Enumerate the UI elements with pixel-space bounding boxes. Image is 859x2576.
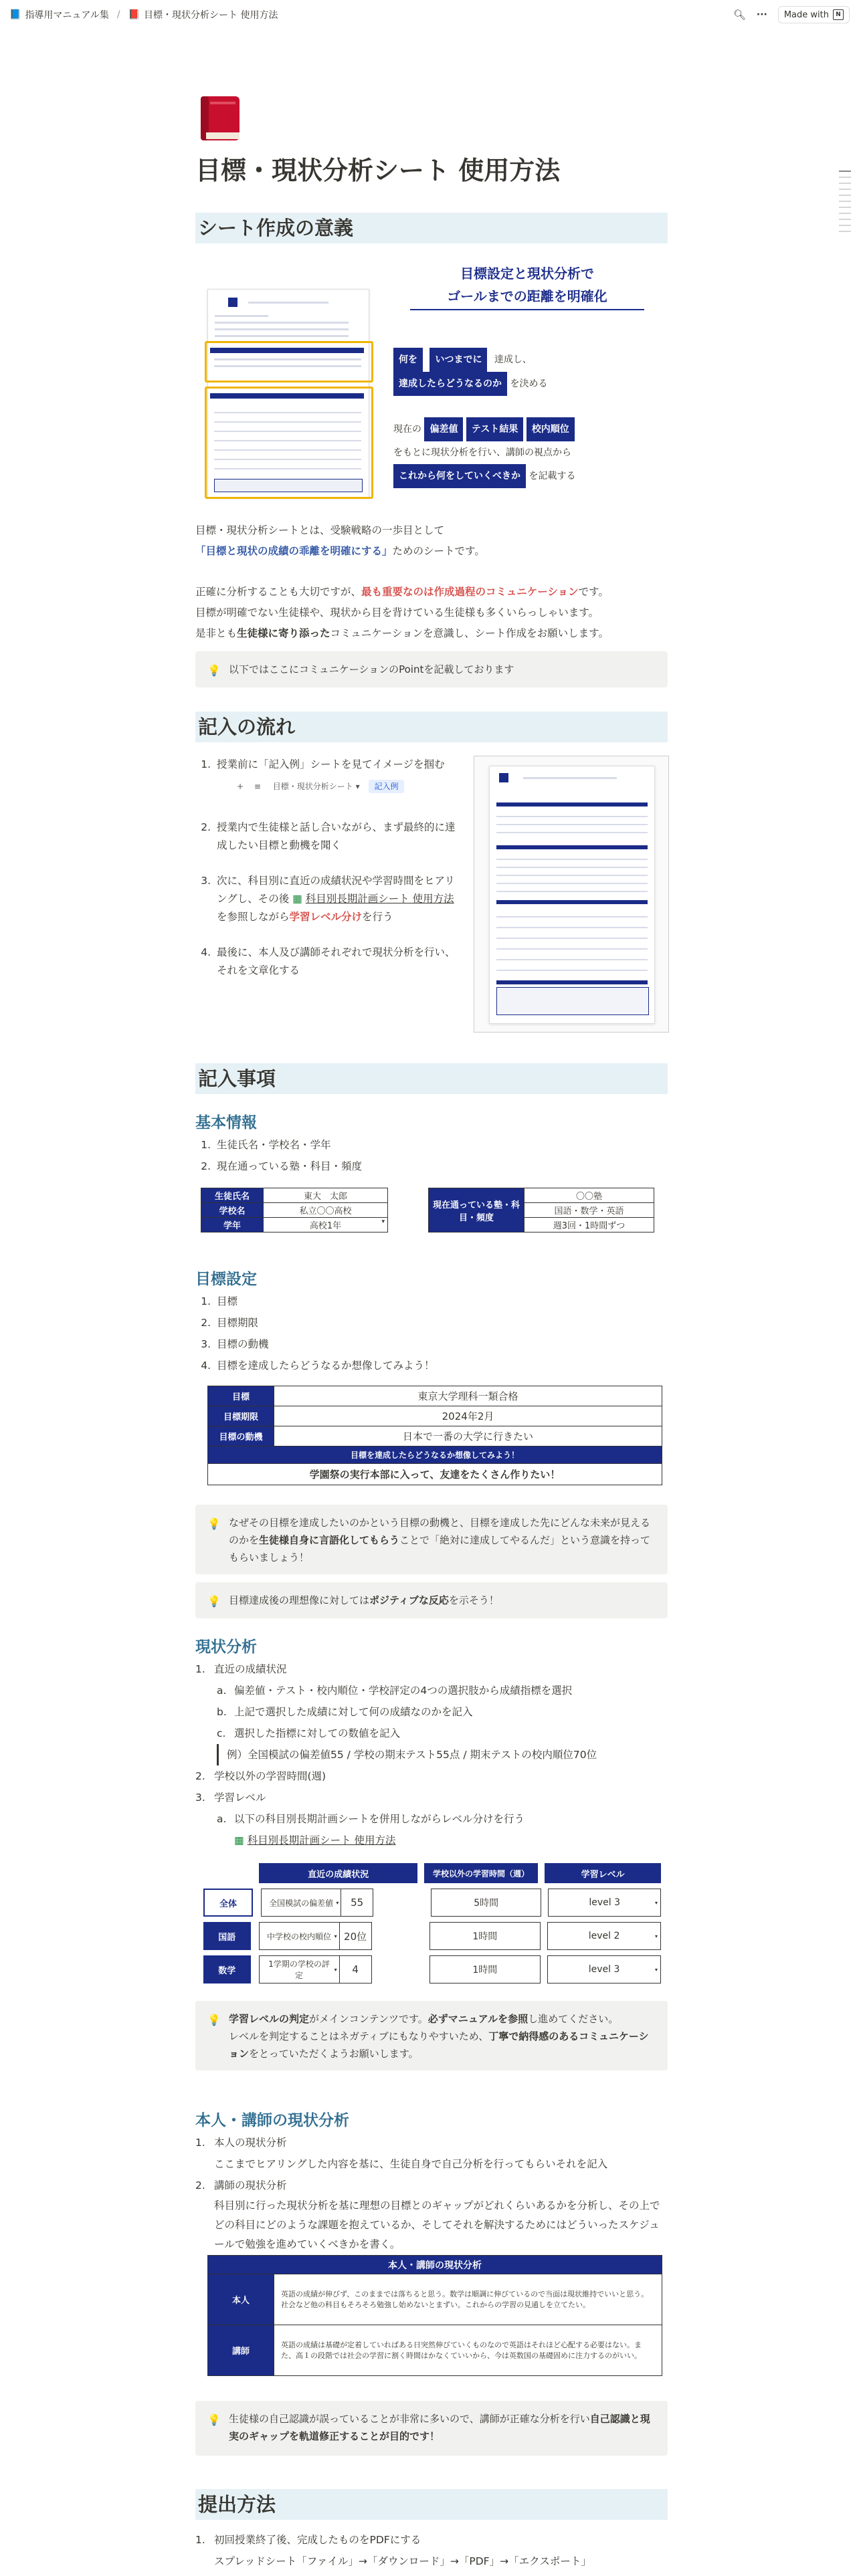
dropdown-icon: ▾ bbox=[654, 1899, 658, 1906]
communication-point-callout: 💡 以下ではここにコミュニケーションのPointを記載しております bbox=[195, 651, 668, 687]
goal-item: 1. 目標 bbox=[214, 1291, 435, 1312]
outline-strip[interactable] bbox=[839, 171, 851, 237]
tag-achieve: 達成し、 bbox=[494, 354, 532, 365]
dropdown-icon: ▾ bbox=[334, 1966, 337, 1973]
metric-select[interactable]: 全国模試の偏差値 ▾ bbox=[261, 1889, 341, 1917]
tab-dropdown-icon: ▾ bbox=[355, 782, 360, 791]
level-select[interactable]: level 2 ▾ bbox=[547, 1922, 661, 1950]
sheet-link-icon: ▦ bbox=[292, 893, 302, 905]
study-hours[interactable]: 5時間 bbox=[431, 1889, 541, 1917]
page-title: 目標・現状分析シート 使用方法 bbox=[195, 156, 561, 185]
sheet-preview-image bbox=[207, 289, 368, 496]
breadcrumb bbox=[9, 8, 278, 21]
dropdown-icon: ▾ bbox=[336, 1899, 339, 1906]
made-with-label: Made with bbox=[783, 9, 829, 20]
status-example-quote: 例）全国模試の偏差値55 / 学校の期末テスト55点 / 期末テストの校内順位70位 bbox=[217, 1744, 597, 1765]
long-term-plan-link[interactable]: 科目別長期計画シート 使用方法 bbox=[247, 1834, 396, 1846]
metric-select[interactable]: 1学期の学校の評定 ▾ bbox=[259, 1955, 340, 1983]
add-sheet-icon: + bbox=[237, 782, 244, 791]
self-analysis-list: 1. 本人の現状分析 ここまでヒアリングした内容を基に、生徒自身で自己分析を行ってもらいそれを記入 2. 講師の現状分析 科目別に行った現状分析を基に理想の目標とのギャップがどれくらいあるかを分析し、その上でどの科目にどのような課題を抱えているか、そしてそれを解決するためにはどういったスケジュールで勉強を進めていくべきかを書く。 bbox=[195, 2137, 660, 2250]
submission-list: 1. 初回授業終了後、完成したものをPDFにする スプレッドシート「ファイル」→「ダウンロード」→「PDF」→「エクスポート」 bbox=[195, 2534, 591, 2567]
section-heading-submission: 提出方法 bbox=[195, 2489, 668, 2520]
red-book-icon: 📕 bbox=[128, 9, 140, 20]
goal-setting-heading: 目標設定 bbox=[195, 1271, 257, 1288]
status-table bbox=[203, 1863, 661, 1983]
intro-paragraph-2: 正確に分析することも大切ですが、最も重要なのは作成過程のコミュニケーションです。 目標が明確でない生徒様や、現状から目を背けている生徒様も多くいらっしゃいます。 是非とも生徒様に寄り添ったコミュニケーションを意識し、シート作成をお願いします。 bbox=[195, 586, 609, 639]
section-heading-entries: 記入事項 bbox=[195, 1063, 668, 1094]
lightbulb-icon: 💡 bbox=[207, 1517, 221, 1530]
status-row bbox=[203, 1922, 661, 1950]
tag-rank: 校内順位 bbox=[527, 417, 575, 441]
self-teacher-analysis-heading: 本人・講師の現状分析 bbox=[195, 2112, 349, 2129]
status-header: 学習レベル bbox=[545, 1863, 661, 1883]
basic-item: 2. 現在通っている塾・科目・頻度 bbox=[214, 1156, 362, 1177]
tag-deviation: 偏差値 bbox=[424, 417, 463, 441]
intro-paragraph-1: 目標・現状分析シートとは、受験戦略の一歩目として 「目標と現状の成績の乖離を明確にする」ためのシートです。 bbox=[195, 524, 485, 557]
sheet-link-icon: ▦ bbox=[234, 1834, 248, 1846]
tag-test: テスト結果 bbox=[466, 417, 523, 441]
tag-analysis-text: をもとに現状分析を行い、講師の視点から bbox=[393, 447, 571, 458]
metric-value[interactable]: 55 bbox=[341, 1889, 373, 1917]
lightbulb-icon: 💡 bbox=[207, 664, 221, 677]
sheet-tabs-preview bbox=[237, 778, 462, 796]
purpose-tags-2 bbox=[393, 417, 575, 488]
tag-current: 現在の bbox=[393, 424, 421, 435]
goal-callout-verbalize: 💡 なぜその目標を達成したいのかという目標の動機と、目標を達成した先にどんな未来が見えるのかを生徒様自身に言語化してもらうことで「絶対に達成してやるんだ」という意識を持ってもらいましょう！ bbox=[195, 1505, 668, 1574]
subject-cell: 国語 bbox=[203, 1922, 251, 1950]
goal-item: 2. 目標期限 bbox=[214, 1312, 435, 1333]
lightbulb-icon: 💡 bbox=[207, 1595, 221, 1608]
study-hours[interactable]: 1時間 bbox=[430, 1955, 541, 1983]
lightbulb-icon: 💡 bbox=[207, 2413, 221, 2426]
example-tab: 記入例 bbox=[369, 780, 403, 793]
sheet-list-icon: ≡ bbox=[254, 782, 261, 791]
level-callout: 💡 学習レベルの判定がメインコンテンツです。必ずマニュアルを参照し進めてください。 レベルを判定することはネガティブにもなりやすいため、丁寧で納得感のあるコミュニケーションをとっていただくようお願いします。 bbox=[195, 2001, 668, 2070]
dropdown-icon: ▾ bbox=[655, 1966, 658, 1973]
self-teacher-table: 本人・講師の現状分析 本人 英語の成績が伸びず、このままでは落ちると思う。数学は順調に伸びているので当面は現状維持でいいと思う。社会など他の科目もそろそろ勉強し始めないとまずい。これからの学習の見通しを立てたい。 講師 英語の成績は基礎が定着していればある日突然伸びていくものなので英語はそれほど心配する必要はない。また、高１の段階では社会の学習に割く時間はかなくていいから、今は英数国の基礎固めに注力するのがいい。 bbox=[207, 2255, 662, 2376]
subject-cell: 全体 bbox=[203, 1889, 253, 1917]
more-icon[interactable]: ··· bbox=[756, 9, 767, 20]
flow-steps bbox=[195, 756, 462, 980]
tag-when: いつまでに bbox=[430, 348, 487, 372]
long-term-plan-link[interactable]: 科目別長期計画シート 使用方法 bbox=[305, 893, 454, 905]
purpose-tags-1 bbox=[393, 348, 547, 396]
flow-step-4: 4. 最後に、本人及び講師それぞれで現状分析を行い、それを文章化する bbox=[214, 944, 462, 980]
flow-step-1: 1. 授業前に「記入例」シートを見てイメージを掴む + ≡ 目標・現状分析シート ▾ 記入例 bbox=[214, 756, 462, 796]
goal-callout-positive: 💡 目標達成後の理想像に対してはポジティブな反応を示そう！ bbox=[195, 1582, 668, 1618]
status-list: 1. 直近の成績状況 a. 偏差値・テスト・校内順位・学校評定の4つの選択肢から成績指標を選択 b. 上記で選択した成績に対して何の成績なのかを記入 c. 選択した指標に対しての数値を記入 例）全国模試の偏差値55 / 学校の期末テスト55点 / 期末テストの校内順位70位 2. 学校以外の学習時間(週) 3. 学習レベル a. 以下の科目別長期計画シートを併用しながらレベル分けを行う ▦ 科目別長期計画シート 使用方法 bbox=[195, 1663, 597, 1846]
search-icon[interactable]: 🔍︎ bbox=[733, 9, 746, 21]
status-header: 学校以外の学習時間（週） bbox=[424, 1863, 538, 1883]
self-analysis-callout: 💡 生徒様の自己認識が誤っていることが非常に多いので、講師が正確な分析を行い自己認識と現実のギャップを軌道修正することが目的です！ bbox=[195, 2401, 668, 2456]
level-select[interactable]: level 3 ▾ bbox=[547, 1955, 661, 1983]
banner-line-1: 目標設定と現状分析で bbox=[460, 265, 594, 282]
basic-item: 1. 生徒氏名・学校名・学年 bbox=[214, 1134, 362, 1156]
example-sheet-image bbox=[474, 756, 669, 1033]
sheet-tab: 目標・現状分析シート bbox=[272, 782, 353, 791]
status-row bbox=[203, 1955, 661, 1983]
basic-info-heading: 基本情報 bbox=[195, 1114, 257, 1132]
status-analysis-heading: 現状分析 bbox=[195, 1638, 257, 1656]
top-bar bbox=[0, 0, 859, 29]
juku-info-table: 現在通っている塾・科目・頻度 〇〇塾 国語・数学・英語 週3回・1時間ずつ bbox=[428, 1188, 654, 1232]
tag-after-achieve: 達成したらどうなるのか bbox=[393, 372, 507, 396]
breadcrumb-root[interactable]: 指導用マニュアル集 bbox=[25, 10, 109, 21]
dropdown-icon: ▾ bbox=[334, 1933, 337, 1939]
red-book-icon bbox=[195, 92, 246, 143]
goal-item: 3. 目標の動機 bbox=[214, 1333, 435, 1355]
subject-cell: 数学 bbox=[203, 1955, 251, 1983]
level-select[interactable]: level 3 ▾ bbox=[548, 1889, 661, 1917]
banner-line-2: ゴールまでの距離を明確化 bbox=[447, 288, 607, 304]
tag-decide: を決める bbox=[510, 379, 548, 389]
section-heading-significance: シート作成の意義 bbox=[195, 213, 668, 243]
goal-list bbox=[195, 1291, 435, 1376]
flow-step-3: 3. 次に、科目別に直近の成績状況や学習時間をヒアリングし、その後 ▦ 科目別長期計画シート 使用方法 を参照しながら学習レベル分けを行う bbox=[214, 872, 462, 926]
dropdown-icon: ▾ bbox=[381, 1218, 385, 1225]
status-header: 直近の成績状況 bbox=[259, 1863, 417, 1883]
study-hours[interactable]: 1時間 bbox=[430, 1922, 541, 1950]
metric-value[interactable]: 4 bbox=[340, 1955, 372, 1983]
tag-write: を記載する bbox=[529, 471, 576, 481]
flow-step-2: 2. 授業内で生徒様と話し合いながら、まず最終的に達成したい目標と動機を聞く bbox=[214, 819, 462, 855]
basic-info-list bbox=[195, 1134, 362, 1177]
goal-item: 4. 目標を達成したらどうなるか想像してみよう！ bbox=[214, 1355, 435, 1376]
section-heading-flow: 記入の流れ bbox=[195, 712, 668, 742]
book-icon: 📘 bbox=[9, 9, 21, 20]
dropdown-icon: ▾ bbox=[655, 1933, 658, 1939]
basic-info-table: 生徒氏名 東大 太郎 学校名 私立〇〇高校 学年 高校1年 ▾ bbox=[201, 1188, 388, 1232]
made-with-button[interactable] bbox=[778, 6, 850, 23]
goal-table: 目標 東京大学理科一類合格 目標期限 2024年2月 目標の動機 日本で一番の大学に行きたい 目標を達成したらどうなるか想像してみよう！ 学園祭の実行本部に入って、友達をたくさん作りたい！ bbox=[207, 1386, 662, 1485]
metric-select[interactable]: 中学校の校内順位 ▾ bbox=[259, 1922, 340, 1950]
lightbulb-icon: 💡 bbox=[207, 2014, 221, 2026]
tag-what: 何を bbox=[393, 348, 423, 372]
metric-value[interactable]: 20位 bbox=[340, 1922, 372, 1950]
breadcrumb-page[interactable]: 目標・現状分析シート 使用方法 bbox=[144, 10, 278, 21]
status-row bbox=[203, 1889, 661, 1917]
tag-what-next: これから何をしていくべきか bbox=[393, 464, 526, 488]
notion-logo-icon: N bbox=[833, 9, 844, 20]
breadcrumb-separator: / bbox=[116, 9, 120, 20]
sheet-purpose-banner bbox=[393, 262, 661, 310]
grade-select[interactable]: 高校1年 bbox=[309, 1221, 342, 1231]
